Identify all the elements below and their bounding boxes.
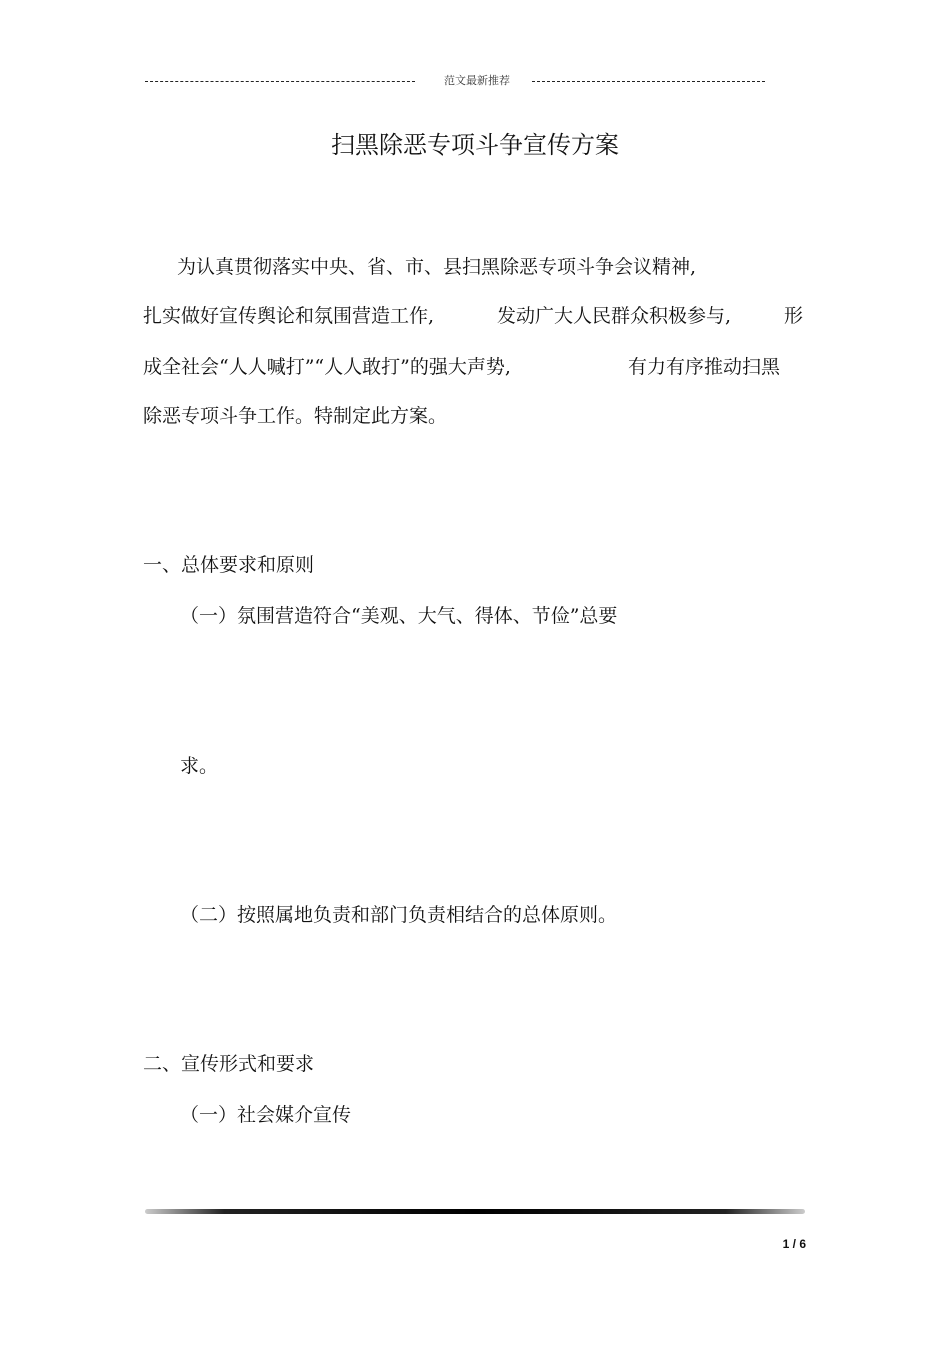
section-2-item-1: （一）社会媒介宣传 [180, 1104, 352, 1126]
page-indicator: 1 / 6 [782, 1237, 806, 1251]
footer-rule [145, 1209, 805, 1214]
intro-line-3a: 成全社会“人人喊打”“人人敢打”的强大声势, [143, 356, 511, 378]
intro-line-4: 除恶专项斗争工作。特制定此方案。 [143, 405, 448, 427]
intro-line-2b: 发动广大人民群众积极参与, [497, 305, 732, 327]
header-left-dashed-rule [145, 81, 415, 82]
header-right-dashed-rule [532, 81, 765, 82]
intro-line-2a: 扎实做好宣传舆论和氛围营造工作, [143, 305, 435, 327]
intro-line-2c: 形 [784, 305, 804, 327]
section-1-item-1-line-2: 求。 [180, 755, 219, 777]
section-1-heading: 一、总体要求和原则 [143, 554, 315, 576]
section-2-heading: 二、宣传形式和要求 [143, 1053, 315, 1075]
section-1-item-1-line-1: （一）氛围营造符合“美观、大气、得体、节俭”总要 [180, 605, 618, 627]
intro-line-3b: 有力有序推动扫黑 [628, 356, 781, 378]
section-1-item-2: （二）按照属地负责和部门负责相结合的总体原则。 [180, 904, 618, 926]
header-label: 范文最新推荐 [444, 74, 510, 87]
intro-line-1: 为认真贯彻落实中央、省、市、县扫黑除恶专项斗争会议精神, [177, 256, 697, 278]
document-title: 扫黑除恶专项斗争宣传方案 [331, 131, 619, 159]
